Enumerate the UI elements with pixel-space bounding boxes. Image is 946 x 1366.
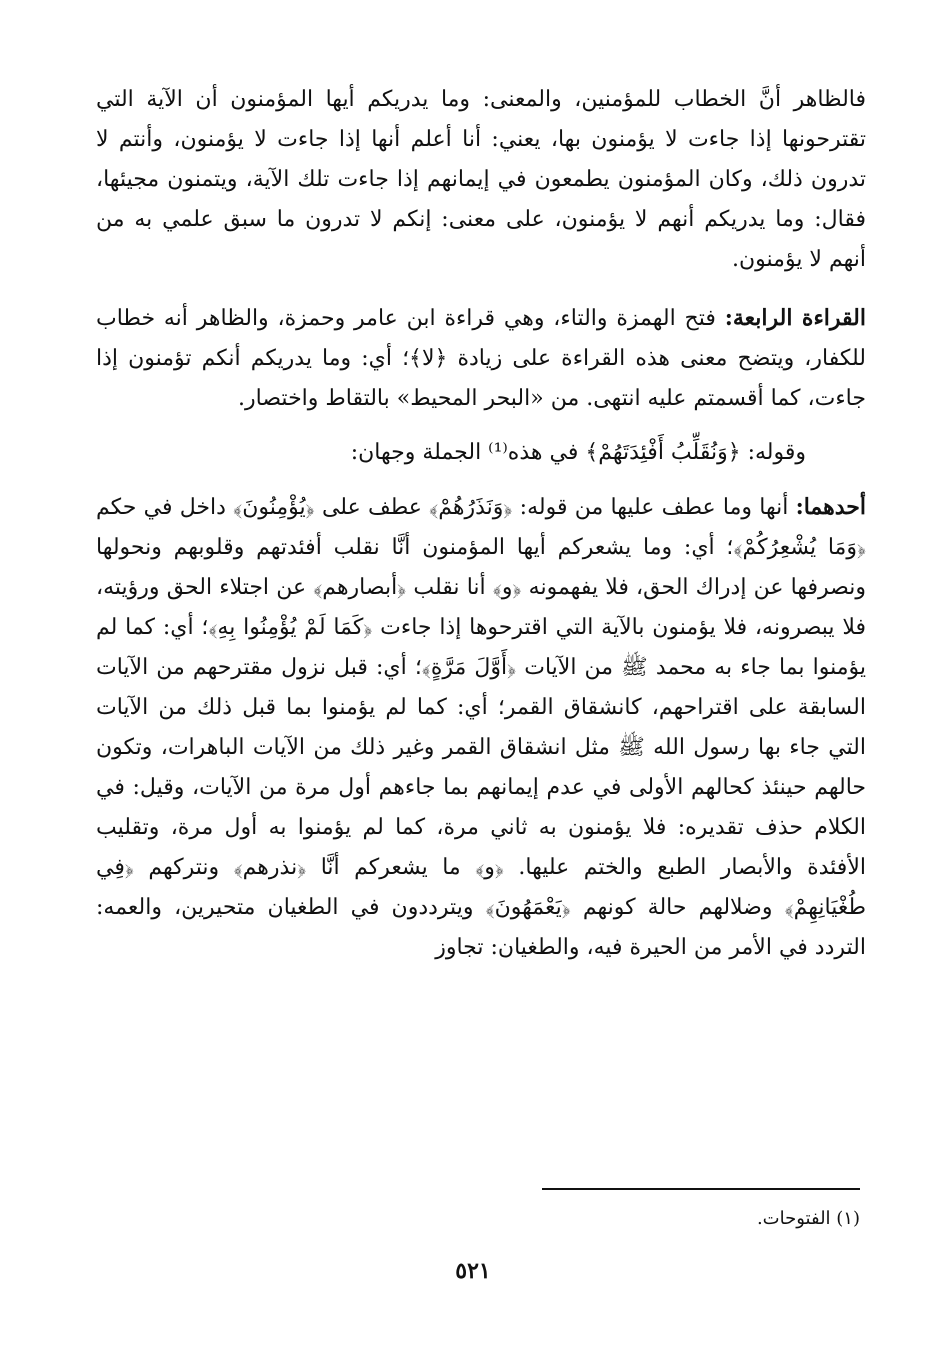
paragraph-3-text: وقوله: ﴿وَنُقَلِّبُ أَفْئِدَتَهُمْ﴾ في هذه⁽¹⁾ الجملة وجهان: <box>350 440 806 465</box>
paragraph-2 <box>96 298 866 419</box>
paragraph-4-lead: أحدهما: <box>795 494 866 520</box>
footnote-text: (١) الفتوحات. <box>756 1208 860 1229</box>
footnote-divider <box>542 1188 860 1190</box>
paragraph-1 <box>96 80 866 280</box>
paragraph-3 <box>96 433 866 473</box>
footnote <box>757 1206 860 1232</box>
paragraph-2-lead: القراءة الرابعة: <box>724 305 866 331</box>
page-number-text: ٥٢١ <box>455 1258 491 1284</box>
paragraph-2-text: فتح الهمزة والتاء، وهي قراءة ابن عامر وحمزة، والظاهر أنه خطاب للكفار، ويتضح معنى هذه القراءة على زيادة ﴿لا﴾؛ أي: وما يدريكم أنكم تؤمنون إذا جاءت، كما أقسمتم عليه انتهى. من «البحر المحيط» بالتقاط واختصار. <box>96 306 866 411</box>
page-number <box>0 1258 946 1284</box>
page-body <box>96 80 866 968</box>
paragraph-4-text: أنها وما عطف عليها من قوله: ﴿وَنَذَرُهُمْ﴾ عطف على ﴿يُؤْمِنُونَ﴾ داخل في حكم ﴿وَمَا يُشْعِرُكُمْ﴾؛ أي: وما يشعركم أيها المؤمنون أنَّا نقلب أفئدتهم وقلوبهم ونحولها ونصرفها عن إدراك الحق، فلا يفهمونه ﴿و﴾ أنا نقلب ﴿أبصارهم﴾ عن اجتلاء الحق ورؤيته، فلا يبصرونه، فلا يؤمنون بالآية التي اقترحوها إذا جاءت ﴿كَمَا لَمْ يُؤْمِنُوا بِهِ﴾؛ أي: كما لم يؤمنوا بما جاء به محمد ﷺ من الآيات ﴿أَوَّلَ مَرَّةٍ﴾؛ أي: قبل نزول مقترحهم من الآيات السابقة على اقتراحهم، كانشقاق القمر؛ أي: كما لم يؤمنوا بما قبل ذلك من الآيات التي جاء بها رسول الله ﷺ مثل انشقاق القمر وغير ذلك من الآيات الباهرات، وتكون حالهم حينئذ كحالهم الأولى في عدم إيمانهم بما جاءهم أول مرة من الآيات، وقيل: في الكلام حذف تقديره: فلا يؤمنون به ثاني مرة، كما لم يؤمنوا به أول مرة، وتقليب الأفئدة والأبصار الطبع والختم عليها. ﴿و﴾ ما يشعركم أنَّا ﴿نذرهم﴾ ونتركهم ﴿فِي طُغْيَانِهِمْ﴾ وضلالهم حالة كونهم ﴿يَعْمَهُونَ﴾ ويترددون في الطغيان متحيرين، والعمه: التردد في الأمر من الحيرة فيه، والطغيان: تجاوز <box>96 495 866 960</box>
paragraph-4 <box>96 487 866 968</box>
paragraph-1-text: فالظاهر أنَّ الخطاب للمؤمنين، والمعنى: وما يدريكم أيها المؤمنون أن الآية التي تقترحونها إذا جاءت لا يؤمنون بها، يعني: أنا أعلم أنها إذا جاءت لا يؤمنون، وأنتم لا تدرون ذلك، وكان المؤمنون يطمعون في إيمانهم إذا جاءت تلك الآية، ويتمنون مجيئها، فقال: وما يدريكم أنهم لا يؤمنون، على معنى: إنكم لا تدرون ما سبق علمي به من أنهم لا يؤمنون. <box>96 87 866 272</box>
